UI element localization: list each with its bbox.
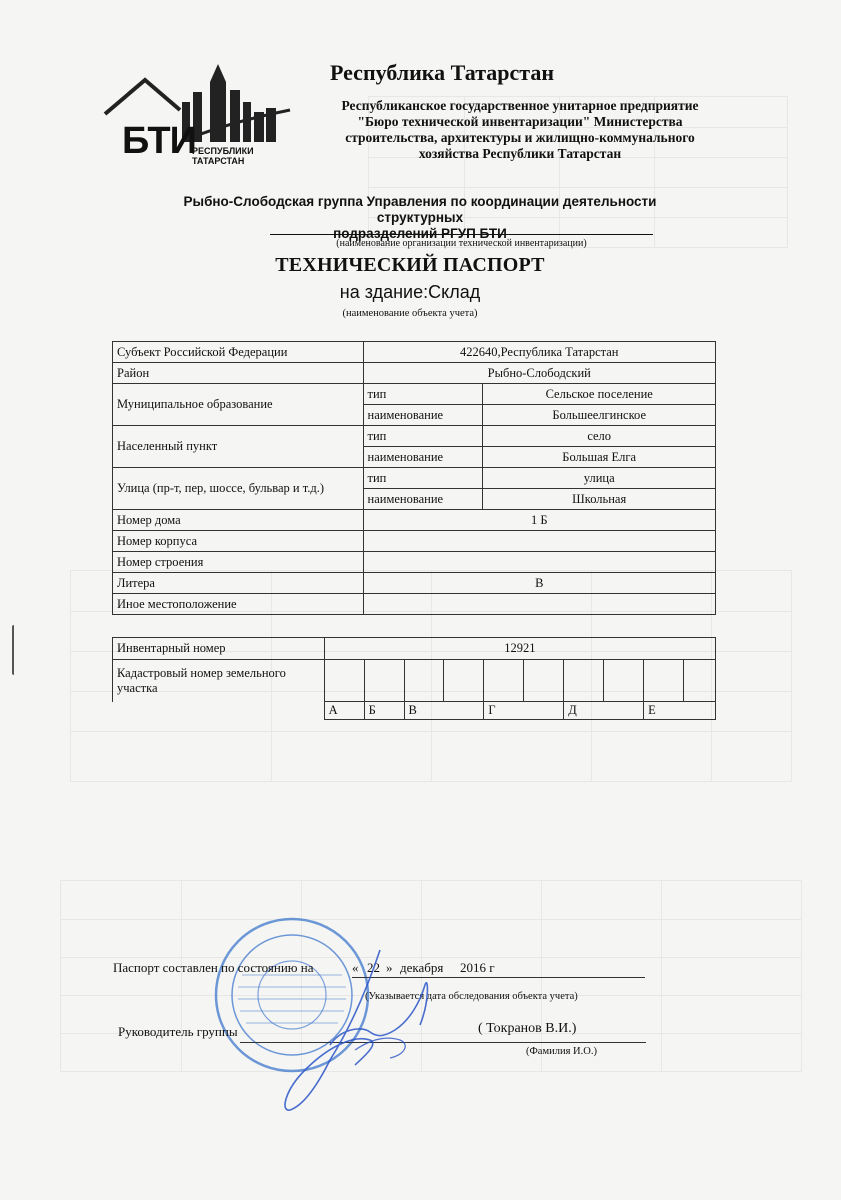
date-caption: (Указывается дата обследования объекта учета)	[365, 991, 578, 1002]
object-subtitle: на здание:Склад	[339, 282, 481, 302]
house-value: 1 Б	[363, 510, 715, 531]
org-line: Республиканское государственное унитарное предприятие	[341, 98, 699, 113]
cadastral-cell	[364, 660, 404, 702]
date-month: декабря	[400, 960, 444, 975]
street-type-label: тип	[363, 468, 483, 489]
signature-graphic	[260, 940, 460, 1120]
cadastral-cell	[644, 660, 684, 702]
municipal-name-label: наименование	[363, 405, 483, 426]
cadastral-cell	[484, 660, 524, 702]
municipal-type-value: Сельское поселение	[483, 384, 716, 405]
organization-caption: (наименование организации технической инвентаризации)	[336, 238, 587, 249]
inventory-number-label: Инвентарный номер	[113, 638, 325, 660]
logo-sub-text: РЕСПУБЛИКИ ТАТАРСТАН	[192, 146, 254, 166]
letter-cell: Е	[644, 702, 716, 720]
table-row	[113, 363, 716, 384]
clip-mark	[12, 625, 19, 675]
underline-organization	[270, 234, 653, 235]
table-row	[113, 638, 716, 660]
table-row	[113, 426, 716, 447]
organization-name	[320, 98, 720, 162]
table-row	[113, 384, 716, 405]
group-line: подразделений РГУП БТИ	[333, 226, 507, 241]
cadastral-cell	[604, 660, 644, 702]
table-row	[113, 660, 716, 702]
table-row	[113, 468, 716, 489]
letter-cell: Г	[484, 702, 564, 720]
litera-value: В	[363, 573, 715, 594]
bti-logo	[100, 62, 300, 172]
street-type-value: улица	[483, 468, 716, 489]
signer-name: ( Токранов В.И.)	[478, 1021, 577, 1036]
inventory-number-value: 12921	[324, 638, 715, 660]
letter-cell: Б	[364, 702, 404, 720]
other-location-value	[363, 594, 715, 615]
building-value	[363, 531, 715, 552]
locality-type-label: тип	[363, 426, 483, 447]
handwritten-signature	[260, 940, 460, 1125]
org-line: хозяйства Республики Татарстан	[418, 146, 622, 161]
subject-value: 422640,Республика Татарстан	[363, 342, 715, 363]
quote-close: »	[386, 960, 393, 975]
locality-name-value: Большая Елга	[483, 447, 716, 468]
letters-spacer	[113, 702, 325, 720]
cadastral-label: Кадастровый номер земельного участка	[113, 660, 325, 702]
table-row	[113, 594, 716, 615]
inventory-table	[112, 637, 716, 720]
head-label: Руководитель группы	[118, 1024, 238, 1039]
structure-value	[363, 552, 715, 573]
letter-cell: А	[324, 702, 364, 720]
street-name-label: наименование	[363, 489, 483, 510]
letter-cell: Д	[564, 702, 644, 720]
table-row	[113, 531, 716, 552]
org-line: "Бюро технической инвентаризации" Министерства	[357, 114, 683, 129]
structure-label: Номер строения	[113, 552, 364, 573]
date-year: 2016 г	[460, 960, 495, 975]
district-label: Район	[113, 363, 364, 384]
house-label: Номер дома	[113, 510, 364, 531]
cadastral-cell	[444, 660, 484, 702]
republic-title: Республика Татарстан	[330, 60, 555, 85]
signer-caption: (Фамилия И.О.)	[526, 1046, 597, 1057]
letter-cell: В	[404, 702, 484, 720]
cadastral-cell	[684, 660, 716, 702]
date-day: 22	[367, 960, 380, 975]
street-label: Улица (пр-т, пер, шоссе, бульвар и т.д.)	[113, 468, 364, 510]
subject-label: Субъект Российской Федерации	[113, 342, 364, 363]
locality-type-value: село	[483, 426, 716, 447]
building-label: Номер корпуса	[113, 531, 364, 552]
cadastral-cell	[524, 660, 564, 702]
address-table	[112, 341, 716, 615]
cadastral-cell	[564, 660, 604, 702]
org-line: строительства, архитектуры и жилищно-коммунального	[345, 130, 695, 145]
object-caption: (наименование объекта учета)	[342, 308, 478, 319]
district-value: Рыбно-Слободский	[363, 363, 715, 384]
municipal-label: Муниципальное образование	[113, 384, 364, 426]
quote-open: «	[352, 960, 359, 975]
municipal-type-label: тип	[363, 384, 483, 405]
document-title: ТЕХНИЧЕСКИЙ ПАСПОРТ	[275, 254, 545, 276]
table-row	[113, 573, 716, 594]
cadastral-cell	[324, 660, 364, 702]
street-name-value: Школьная	[483, 489, 716, 510]
locality-label: Населенный пункт	[113, 426, 364, 468]
group-line: Рыбно-Слободская группа Управления по координации деятельности структурных	[183, 194, 657, 225]
table-row	[113, 552, 716, 573]
compiled-text: Паспорт составлен по состоянию на	[113, 960, 314, 975]
table-row	[113, 702, 716, 720]
litera-label: Литера	[113, 573, 364, 594]
logo-main-text: БТИ	[122, 120, 196, 162]
table-row	[113, 510, 716, 531]
table-row	[113, 342, 716, 363]
locality-name-label: наименование	[363, 447, 483, 468]
other-location-label: Иное местоположение	[113, 594, 364, 615]
cadastral-cell	[404, 660, 444, 702]
municipal-name-value: Большеелгинское	[483, 405, 716, 426]
